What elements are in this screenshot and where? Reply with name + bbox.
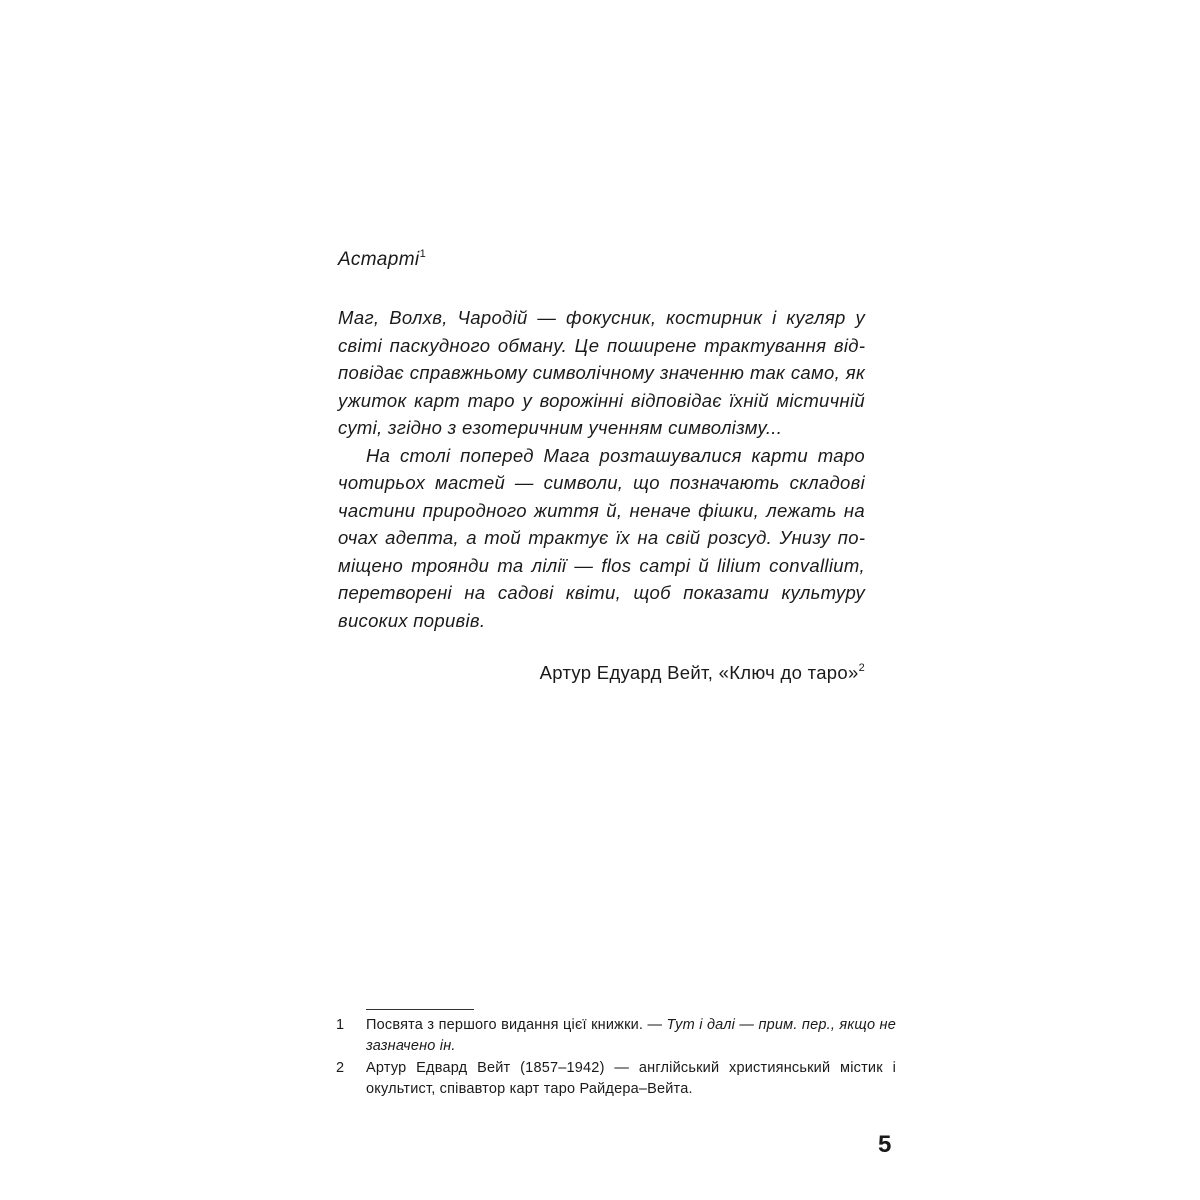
dedication-text: Астарті [338,249,420,270]
epigraph-paragraph-2: На столі поперед Мага розташувалися карти таро чотирьох мастей — символи, що позначають складові частини природного життя й, неначе фішки, лежать на очах адепта, а той трактує їх на свій розсуд. Унизу поміщено троянди та лілії — flos campi й lilium convallium, перетворені на садові квіти, щоб показати культуру високих поривів. [338,444,865,631]
footnote-text-italic: Тут і далі — прим. пер., якщо не зазначено ін. [366,1017,897,1054]
footnote-1 [336,1015,896,1057]
epigraph-attribution [338,662,865,684]
footnote-text: Артур Едвард Вейт (1857–1942) — англійський християнський містик і окультист, співавтор карт таро Райдера–Вейта. [366,1060,896,1097]
dedication-footnote-ref: 1 [419,248,427,260]
footnote-number: 1 [336,1017,345,1033]
footnote-2 [336,1058,896,1100]
attribution-footnote-ref: 2 [858,662,865,674]
epigraph [338,304,865,634]
footnote-number: 2 [336,1060,345,1076]
dedication [338,249,426,271]
footnote-text [366,1015,896,1057]
attribution-text: Артур Едуард Вейт, «Ключ до таро» [539,662,859,683]
footnote-text-regular: Посвята з першого видання цієї книжки. — [366,1017,667,1033]
epigraph-paragraph-1: Маг, Волхв, Чародій — фокусник, костирник і кугляр у світі паскудного обману. Це поширене трактування відповідає справжньому символічному значенню так само, як ужиток карт таро у ворожінні відповідає їхній містичній суті, згідно з езотеричним ученням символізму... [338,307,865,438]
page-number: 5 [878,1131,892,1158]
footnote-divider [366,1009,474,1010]
